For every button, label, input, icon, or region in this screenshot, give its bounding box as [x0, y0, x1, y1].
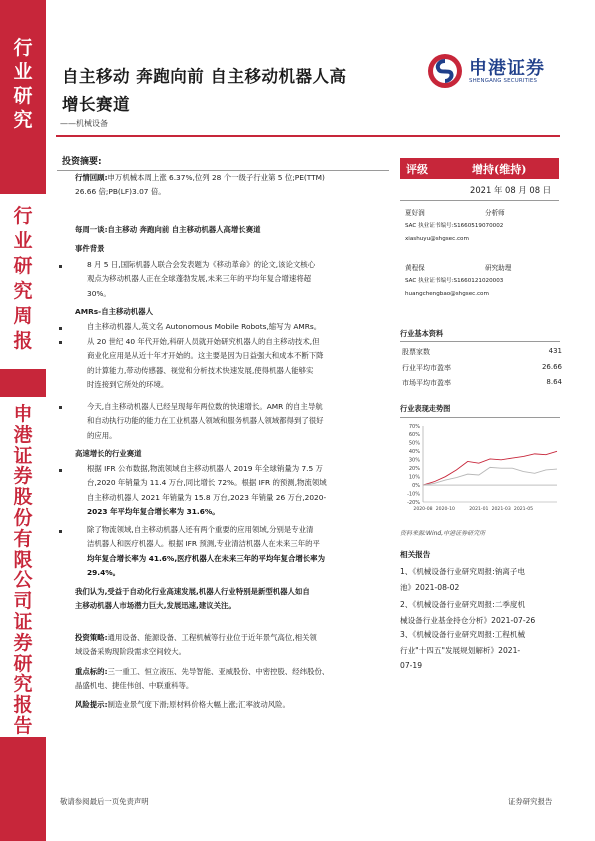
growth-p2	[87, 523, 387, 580]
amr-p3-line: 今天,自主移动机器人已经呈现每年两位数的快速增长。AMR 的自主导航	[87, 402, 323, 411]
event-heading: 事件背景	[75, 244, 105, 253]
basics-row-label: 行业平均市盈率	[402, 364, 451, 372]
bullet-dot	[59, 406, 62, 409]
y-tick-label: 50%	[408, 440, 420, 447]
footer-disclaimer: 敬请参阅最后一页免责声明	[60, 797, 149, 806]
growth-p2-line: 29.4%。	[87, 567, 121, 577]
trend-chart	[397, 420, 562, 518]
growth-p2-line: 均年复合增长率为 41.6%,医疗机器人在未来三年的平均年复合增长率为	[87, 553, 325, 563]
weekly-topic: 每周一谈:自主移动 奔跑向前 自主移动机器人高增长赛道	[75, 225, 261, 234]
growth-p1-line: 台,2020 年销量为 11.4 万台,同比增长 72%。根据 IFR 的预测,物流领域	[87, 478, 327, 488]
y-tick-label: -10%	[407, 491, 420, 498]
x-tick-label: 2020-08	[413, 507, 433, 512]
sidebar-char: 告	[13, 714, 33, 737]
sidebar-mid-label	[11, 204, 35, 354]
related-item-line: 械设备行业基金持仓分析》2021-07-26	[400, 615, 536, 625]
series-line	[423, 451, 557, 485]
amr-p3	[87, 400, 387, 443]
logo-mark-icon	[427, 53, 463, 89]
strategy-line: 域设备采购现阶段需求空间较大。	[75, 647, 186, 657]
sidebar-char: 行	[13, 37, 33, 59]
analyst-name: 黄程保	[405, 264, 425, 272]
bullet-dot	[59, 265, 62, 268]
market-review-label: 行情回顾:	[75, 173, 108, 182]
analyst-email: huangchengbao@shgsec.com	[405, 291, 489, 297]
focus-stocks	[75, 665, 387, 694]
related-item-line: 1、《机械设备行业研究周报:钠离子电	[400, 567, 526, 576]
sidebar-char: 司	[13, 590, 33, 613]
sidebar-char: 券	[13, 465, 33, 488]
sidebar-char: 申	[13, 403, 33, 425]
sidebar-char: 究	[13, 109, 33, 131]
trend-source: 资料来源:Wind,申港证券研究所	[400, 530, 486, 537]
amr-p2-line: 时连接到它所处的环境。	[87, 379, 169, 389]
rating-value: 增持(维持)	[472, 163, 527, 176]
related-item-line: 07-19	[400, 661, 423, 670]
sidebar-char: 报	[13, 694, 33, 717]
basics-row-value: 26.66	[541, 363, 562, 371]
related-item-line: 3、《机械设备行业研究周报:工程机械	[400, 630, 526, 639]
basics-row-value: 8.64	[546, 378, 562, 386]
report-subtitle: ——机械设备	[60, 119, 108, 128]
focus-line: 晶盛机电、捷佳伟创、中联重科等。	[75, 681, 194, 691]
x-tick-label: 2021-01	[469, 507, 489, 512]
growth-p2-line: 洁机器人和医疗机器人。根据 IFR 预测,专业清洁机器人在未来三年的平	[87, 539, 320, 549]
event-paragraph	[87, 258, 387, 301]
rating-divider	[400, 200, 559, 201]
analyst-role: 研究助理	[485, 264, 512, 272]
amr-p2-line: 从 20 世纪 40 年代开始,科研人员就开始研究机器人的自主移动技术,但	[87, 337, 320, 346]
logo-cn: 申港证券	[469, 58, 545, 79]
risk-notice	[75, 698, 387, 712]
basics-divider	[400, 341, 560, 342]
risk-text: 制造业景气度下滑;原材料价格大幅上涨;汇率波动风险。	[107, 700, 290, 709]
basics-row	[402, 363, 562, 373]
related-heading: 相关报告	[400, 550, 431, 559]
trend-heading: 行业表现走势图	[400, 404, 451, 413]
sidebar-char: 证	[13, 610, 33, 633]
growth-p1-line: 根据 IFR 公布数据,物流领域自主移动机器人 2019 年全球销量为 7.5 万	[87, 464, 323, 473]
sidebar-char: 业	[13, 61, 33, 83]
y-tick-label: 10%	[408, 474, 420, 481]
analyst-1	[405, 207, 560, 245]
amr-p2-line: 商业化应用是从近十年才开始的。这主要是因为日益强大和成本不断下降	[87, 351, 324, 361]
sidebar-company-label	[11, 404, 35, 737]
sidebar-char: 报	[13, 330, 33, 352]
sidebar-char: 业	[13, 230, 33, 252]
analyst-2	[405, 262, 560, 300]
sidebar-top-label	[11, 36, 35, 132]
conclusion	[75, 585, 387, 614]
strategy-label: 投资策略:	[75, 633, 108, 642]
sidebar-char: 证	[13, 444, 33, 467]
event-line: 30%。	[87, 288, 111, 298]
amr-heading: AMRs-自主移动机器人	[75, 307, 153, 316]
bullet-dot	[59, 469, 62, 472]
strategy	[75, 631, 387, 660]
trend-divider	[400, 417, 560, 418]
sidebar-char: 份	[13, 506, 33, 529]
basics-row-value: 431	[548, 347, 562, 355]
amr-p2-line: 的计算能力,带动传感器、视觉和分析技术快速发展,使得机器人能够实	[87, 365, 314, 375]
related-item	[400, 627, 560, 674]
summary-heading: 投资摘要:	[62, 157, 102, 167]
conclusion-line: 我们认为,受益于自动化行业高速发展,机器人行业特别是新型机器人如自	[75, 587, 310, 596]
sidebar-char: 券	[13, 631, 33, 654]
strategy-line: 通用设备、能源设备、工程机械等行业位于近年景气高位,相关领	[107, 633, 317, 642]
analyst-name: 夏好润	[405, 209, 425, 217]
company-logo	[422, 50, 562, 94]
footer-report-type: 证券研究报告	[508, 797, 553, 806]
basics-row	[402, 378, 562, 388]
focus-line: 三一重工、恒立液压、先导智能、亚威股份、中密控股、经纬股份、	[107, 667, 330, 676]
x-tick-label: 2021-05	[513, 507, 534, 512]
sidebar-char: 港	[13, 423, 33, 446]
sidebar-char: 有	[13, 527, 33, 550]
sidebar-char: 研	[13, 85, 33, 107]
analyst-role: 分析师	[485, 209, 505, 217]
related-item	[400, 597, 560, 628]
related-item-line: 池》2021-08-02	[400, 582, 460, 592]
focus-label: 重点标的:	[75, 667, 108, 676]
sidebar-char: 研	[13, 255, 33, 277]
y-tick-label: 60%	[408, 432, 420, 439]
rating-bar	[400, 158, 559, 179]
rating-label: 评级	[406, 163, 428, 176]
bullet-dot	[59, 530, 62, 533]
y-tick-label: 40%	[408, 449, 420, 456]
analyst-email: xiashuyu@shgsec.com	[405, 236, 469, 242]
x-tick-label: 2021-03	[491, 507, 511, 512]
related-item-line: 2、《机械设备行业研究周报:二季度机	[400, 600, 526, 609]
analyst-sac: SAC 执业证书编号:S1660519070002	[405, 223, 504, 229]
x-tick-label: 2020-10	[435, 507, 455, 512]
header-divider	[56, 135, 560, 137]
event-line: 8 月 5 日,国际机器人联合会发表题为《移动革命》的论文,该论文核心	[87, 260, 316, 269]
conclusion-line: 主移动机器人市场潜力巨大,发展迅速,建议关注。	[75, 601, 236, 611]
bullet-dot	[59, 327, 62, 330]
amr-p3-line: 的应用。	[87, 430, 117, 440]
rating-date: 2021 年 08 月 08 日	[470, 185, 552, 195]
growth-p1-line: 自主移动机器人 2021 年销量为 15.8 万台,2023 年销量 26 万台,2020-	[87, 492, 327, 502]
related-item	[400, 564, 560, 595]
growth-p1	[87, 462, 387, 519]
market-review-text-2: 26.66 倍;PB(LF)3.07 倍。	[75, 187, 166, 197]
sidebar-char: 限	[13, 548, 33, 571]
market-review	[75, 171, 387, 200]
sidebar-char: 公	[13, 569, 33, 592]
event-line: 观点为移动机器人正在全球蓬勃发展,未来三年的平均年复合增速将超	[87, 274, 312, 284]
related-item-line: 行业"十四五"发展规划解析》2021-	[400, 645, 521, 655]
basics-heading: 行业基本资料	[400, 329, 444, 338]
sidebar-char: 股	[13, 486, 33, 509]
market-review-text-1: 申万机械本周上涨 6.37%,位列 28 个一级子行业第 5 位;PE(TTM)	[107, 173, 325, 182]
y-tick-label: 0%	[412, 482, 420, 489]
risk-label: 风险提示:	[75, 700, 108, 709]
amr-p2	[87, 335, 387, 392]
amr-p3-line: 和自动执行功能的能力在工业机器人领域和服务机器人领域都得到了很好	[87, 416, 324, 426]
y-tick-label: 30%	[408, 457, 420, 464]
sidebar-char: 周	[13, 305, 33, 327]
growth-p1-line: 2023 年平均年复合增长率为 31.6%。	[87, 506, 220, 516]
sidebar-char: 究	[13, 280, 33, 302]
amr-p1: 自主移动机器人,英文名 Autonomous Mobile Robots,缩写为 AMRs。	[87, 322, 322, 331]
report-title-line2: 增长赛道	[62, 95, 130, 114]
logo-en: SHENGANG SECURITIES	[469, 78, 538, 84]
y-tick-label: 70%	[408, 423, 420, 430]
sidebar-char: 行	[13, 205, 33, 227]
growth-heading: 高速增长的行业赛道	[75, 449, 142, 458]
basics-row-label: 市场平均市盈率	[402, 379, 451, 387]
series-line	[423, 467, 557, 485]
sidebar	[0, 0, 46, 841]
y-tick-label: 20%	[408, 466, 420, 473]
y-tick-label: -20%	[407, 499, 420, 506]
basics-row	[402, 347, 562, 357]
bullet-dot	[59, 341, 62, 344]
analyst-sac: SAC 执业证书编号:S1660121020003	[405, 278, 504, 284]
report-title-line1: 自主移动 奔跑向前 自主移动机器人高	[62, 67, 347, 86]
sidebar-char: 研	[13, 652, 33, 675]
basics-row-label: 股票家数	[402, 348, 430, 356]
growth-p2-line: 除了物流领域,自主移动机器人还有两个重要的应用领域,分别是专业清	[87, 525, 314, 534]
sidebar-char: 究	[13, 673, 33, 696]
